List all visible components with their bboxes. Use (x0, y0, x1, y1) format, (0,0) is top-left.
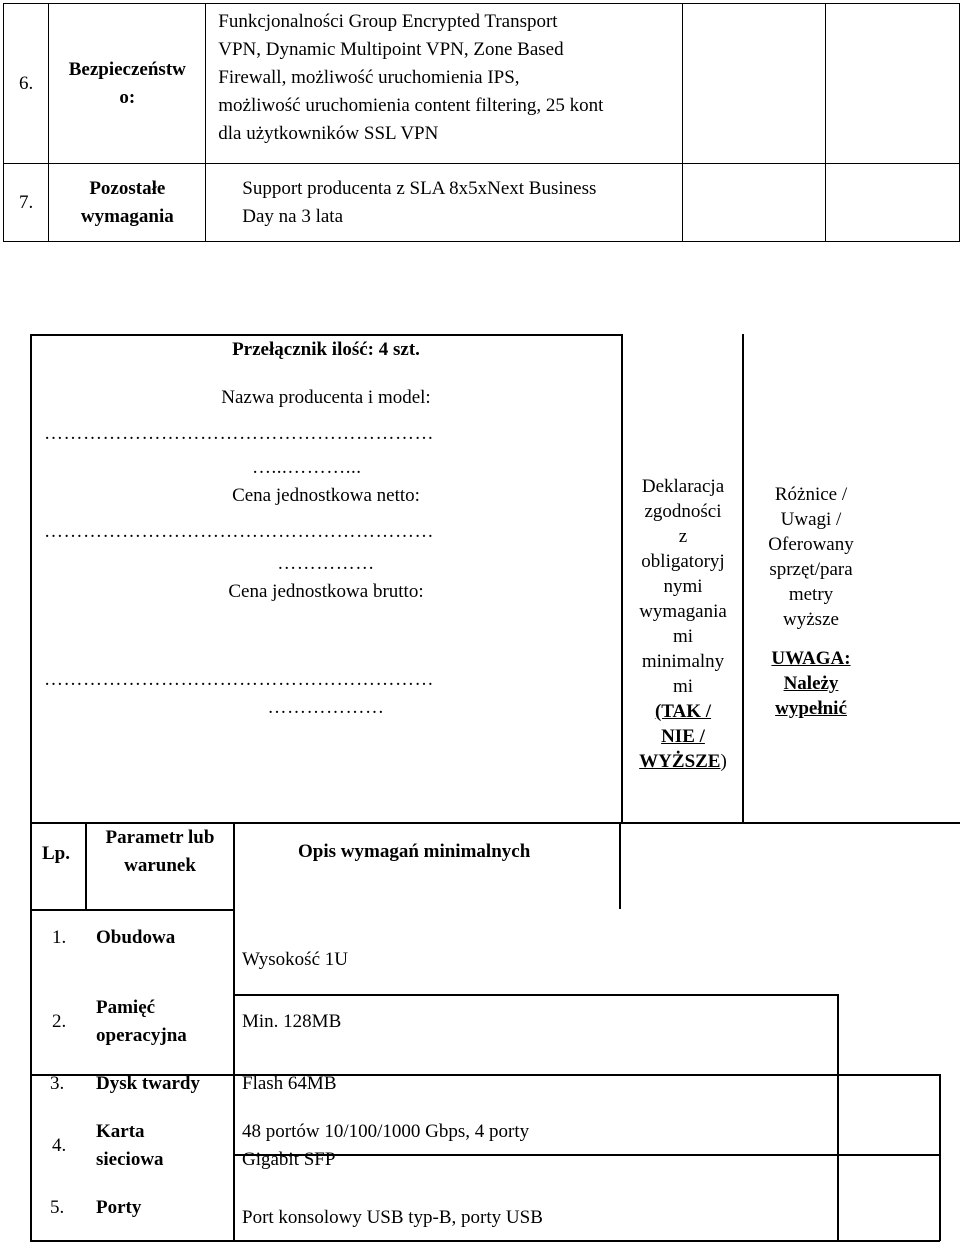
producer-dots[interactable]: …………………………………………………… (44, 423, 434, 444)
requirement-description: Flash 64MB (242, 1073, 337, 1094)
net-price-dots[interactable]: …………………………………………………… (44, 521, 434, 542)
top-requirements-table (3, 3, 960, 242)
table-row (4, 164, 960, 242)
net-price-label: Cena jednostkowa netto: (232, 485, 420, 506)
producer-label: Nazwa producenta i model: (221, 387, 431, 408)
parameter-name: Obudowa (96, 927, 176, 948)
parameter-name: Dysk twardy (96, 1073, 200, 1094)
switch-info (30, 334, 622, 722)
requirement-description: Port konsolowy USB typ-B, porty USB (242, 1207, 543, 1228)
remarks-header: Różnice / Uwagi / Oferowany sprzęt/para metry wyższe UWAGA: Należy wypełnić (746, 482, 876, 721)
gross-price-dots-2[interactable]: ……………… (267, 697, 385, 718)
table-row (4, 4, 960, 164)
requirement-description: 48 portów 10/100/1000 Gbps, 4 porty Gigabit SFP (242, 1121, 530, 1170)
header-description: Opis wymagań minimalnych (298, 841, 531, 862)
declaration-cell[interactable] (682, 4, 825, 164)
parameter-name: Pozostałe wymagania (49, 164, 206, 242)
parameter-name: Karta sieciowa (96, 1121, 164, 1170)
switch-requirements-table (30, 824, 620, 1243)
requirement-description: Support producenta z SLA 8x5xNext Business Day na 3 lata (206, 164, 683, 242)
uwaga-note: UWAGA: (771, 648, 851, 669)
remarks-cell[interactable] (826, 164, 960, 242)
row-number: 1. (52, 927, 67, 948)
requirement-description: Min. 128MB (242, 1011, 342, 1032)
parameter-name: Porty (96, 1197, 142, 1218)
header-parameter: Parametr lub warunek (105, 827, 215, 876)
parameter-name: Bezpieczeństw o: (49, 4, 206, 164)
remarks-cell[interactable] (826, 4, 960, 164)
row-number: 2. (52, 1011, 67, 1032)
row-number: 3. (50, 1073, 65, 1094)
row-number: 7. (4, 164, 49, 242)
row-number: 5. (50, 1197, 65, 1218)
requirement-description: Funkcjonalności Group Encrypted Transport VPN, Dynamic Multipoint VPN, Zone Based Firewall, możliwość uruchomienia IPS, możliwość uruchomienia content filtering, 25 kont dla użytkowników SSL VPN (206, 4, 683, 164)
gross-price-label: Cena jednostkowa brutto: (228, 581, 424, 602)
header-lp: Lp. (42, 843, 70, 864)
switch-header-block (30, 334, 960, 824)
declaration-cell[interactable] (682, 164, 825, 242)
switch-title: Przełącznik ilość: 4 szt. (232, 339, 420, 360)
row-number: 4. (52, 1135, 67, 1156)
row-number: 6. (4, 4, 49, 164)
parameter-name: Pamięć operacyjna (96, 997, 187, 1046)
net-price-dots-2[interactable]: …………… (277, 553, 375, 574)
producer-dots-2[interactable]: …...………... (252, 457, 362, 478)
requirement-description: Wysokość 1U (242, 949, 348, 970)
declaration-header: Deklaracja zgodności z obligatoryj nymi wymagania mi minimalny mi (TAK / NIE / WYŻSZE) (639, 476, 727, 772)
gross-price-dots[interactable]: …………………………………………………… (44, 669, 434, 690)
